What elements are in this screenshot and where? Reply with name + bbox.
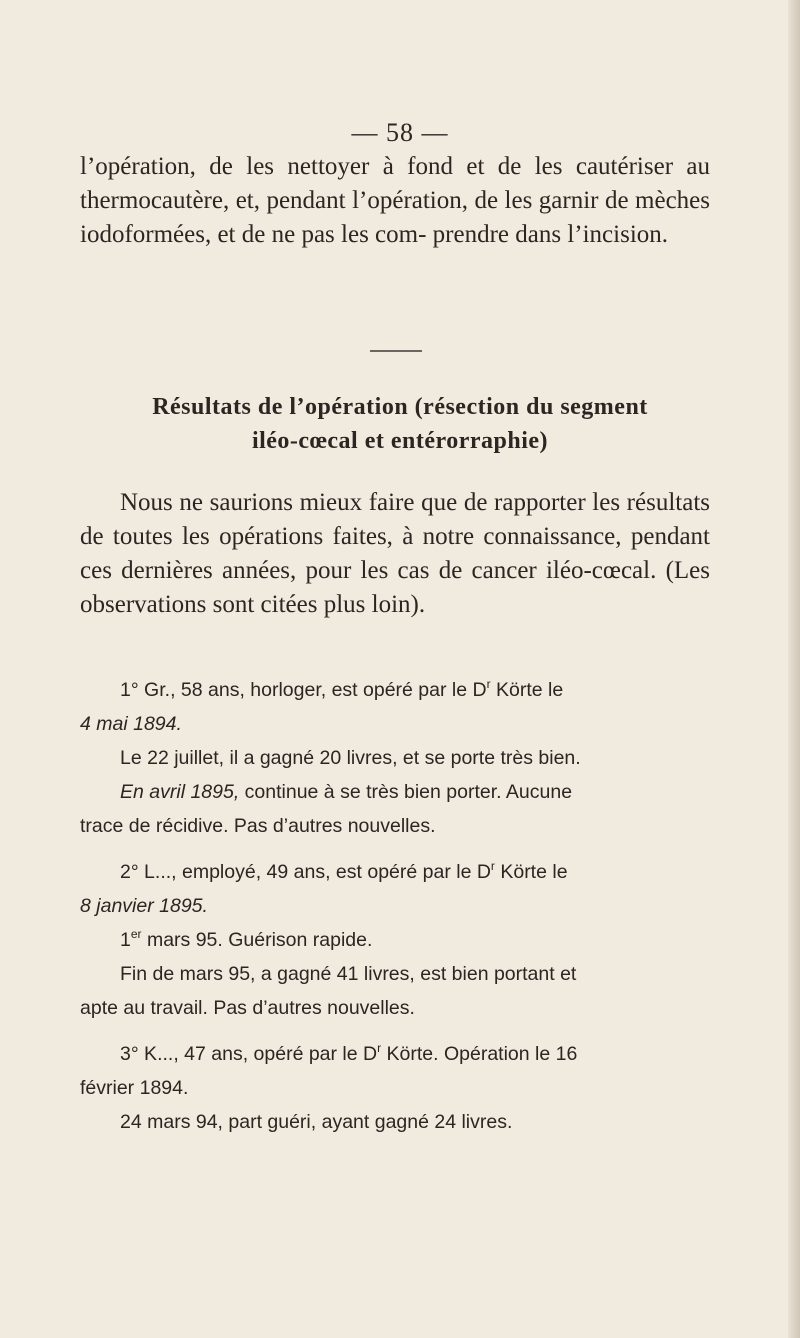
section-heading-line-2: iléo-cœcal et entérorraphie) — [251, 428, 549, 454]
case-2-line-1: 2° L..., employé, 49 ans, est opéré par le $D^r$ Körte le — [120, 859, 568, 883]
case-1-line-3: Le 22 juillet, il a gagné 20 livres, et se porte très bien. — [120, 747, 581, 769]
case-3-line-2: février 1894. — [80, 1077, 189, 1099]
section-divider — [370, 350, 422, 352]
case-1 — [80, 673, 710, 843]
case-1-date: 4 mai 1894. — [80, 713, 182, 735]
case-1-line-4: En avril 1895, continue à se très bien porter. Aucune — [120, 781, 573, 803]
case-2-date: 8 janvier 1895. — [80, 895, 208, 917]
intro-paragraph: l’opération, de les nettoyer à fond et de les cautériser au thermocautère, et, pendant l’opération, de les garnir de mèches iodoformées, et de ne pas les com- prendre dans l’incision. — [80, 153, 710, 248]
page-number: — 58 — — [351, 118, 449, 147]
section-heading-line-1: Résultats de l’opération (résection du segment — [152, 394, 648, 420]
case-1-line-5: trace de récidive. Pas d’autres nouvelles. — [80, 815, 436, 837]
section-heading — [100, 390, 700, 458]
case-2-line-5: apte au travail. Pas d’autres nouvelles. — [80, 997, 415, 1019]
case-1-line-1: 1° Gr., 58 ans, horloger, est opéré par le $D^r$ Körte le — [120, 677, 564, 701]
case-2-line-3: 1er mars 95. Guérison rapide. — [120, 927, 373, 951]
case-3-line-3: 24 mars 94, part guéri, ayant gagné 24 livres. — [120, 1111, 513, 1133]
case-2-line-4: Fin de mars 95, a gagné 41 livres, est bien portant et — [120, 963, 577, 985]
case-3 — [80, 1037, 710, 1139]
section-paragraph: Nous ne saurions mieux faire que de rapporter les résultats de toutes les opérations faites, à notre connaissance, pendant ces dernières années, pour les cas de cancer iléo-cœcal. (Les observations sont citées plus loin). — [80, 489, 710, 618]
page-edge — [788, 0, 800, 1338]
case-2 — [80, 855, 710, 1025]
case-3-line-1: 3° K..., 47 ans, opéré par le $D^r$ Körte. Opération le 16 — [120, 1041, 578, 1065]
